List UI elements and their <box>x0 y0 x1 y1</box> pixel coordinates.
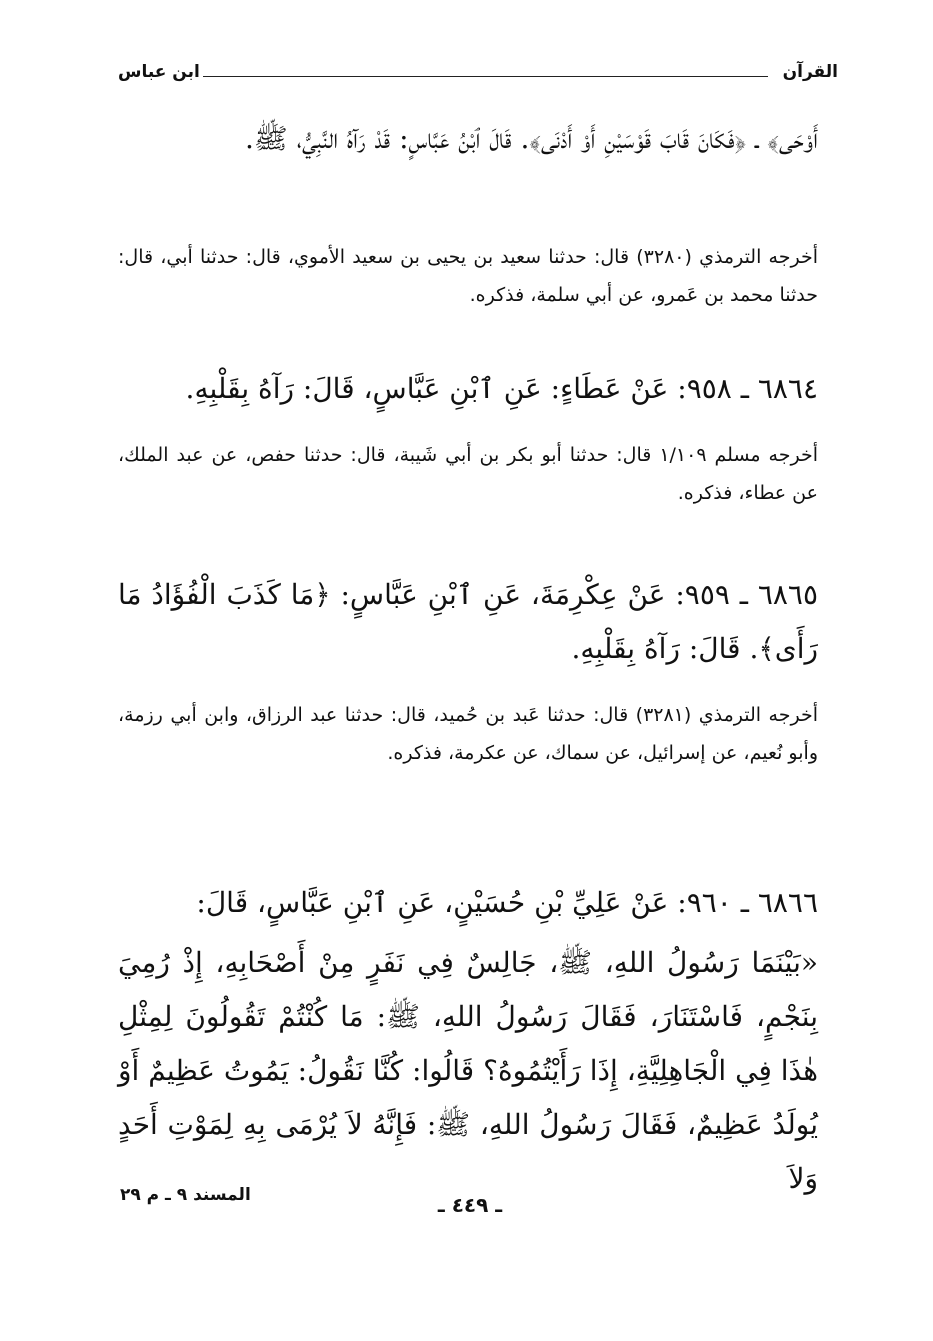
hadith-6865: ٦٨٦٥ ـ ٩٥٩: عَنْ عِكْرِمَةَ، عَنِ ٱبْنِ عَبَّاسٍ: ﴿مَا كَذَبَ الْفُؤَادُ مَا رَأَى﴾. قَالَ: رَآهُ بِقَلْبِهِ. <box>118 578 818 665</box>
page-number: ـ ٤٤٩ ـ <box>437 1193 503 1217</box>
header-narrator: ابن عباس <box>118 62 200 82</box>
hadith-6864: ٦٨٦٤ ـ ٩٥٨: عَنْ عَطَاءٍ: عَنِ ٱبْنِ عَبَّاسٍ، قَالَ: رَآهُ بِقَلْبِهِ. <box>185 372 818 405</box>
takhrij-note: أخرجه مسلم ١/١٠٩ قال: حدثنا أبو بكر بن أبي شَيبة، قال: حدثنا حفص، عن عبد الملك، عن عطاء، فذكره. <box>118 444 818 504</box>
header-chapter: القرآن <box>782 62 838 82</box>
hadith-6866-matn: «بَيْنَمَا رَسُولُ اللهِ، ﷺ، جَالِسٌ فِي نَفَرٍ مِنْ أَصْحَابِهِ، إِذْ رُمِيَ بِنَجْمٍ، فَاسْتَنَارَ، فَقَالَ رَسُولُ اللهِ، ﷺ: مَا كُنْتُمْ تَقُولُونَ لِمِثْلِ هٰذَا فِي الْجَاهِلِيَّةِ، إِذَا رَأَيْتُمُوهُ؟ قَالُوا: كُنَّا نَقُولُ: يَمُوتُ عَظِيمٌ أَوْ يُولَدُ عَظِيمٌ، فَقَالَ رَسُولُ اللهِ، ﷺ: فَإِنَّهُ لاَ يُرْمَى بِهِ لِمَوْتِ أَحَدٍ وَلاَ <box>118 946 818 1195</box>
takhrij-note: أخرجه الترمذي (٣٢٨١) قال: حدثنا عَبد بن حُميد، قال: حدثنا عبد الرزاق، وابن أبي رزمة، وأبو نُعيم، عن إسرائيل، عن سماك، عن عكرمة، فذكره. <box>118 704 818 764</box>
takhrij-note: أخرجه الترمذي (٣٢٨٠) قال: حدثنا سعيد بن يحيى بن سعيد الأموي، قال: حدثنا أبي، قال: حدثنا محمد بن عَمرو، عن أبي سلمة، فذكره. <box>118 246 818 306</box>
header-rule <box>203 76 768 77</box>
running-header <box>118 62 838 90</box>
volume-signature: المسند ٩ ـ م ٢٩ <box>120 1185 251 1205</box>
page-footer <box>100 1185 840 1215</box>
hadith-continuation: أَوْحَى﴾ ـ ﴿فَكَانَ قَابَ قَوْسَيْنِ أَوْ أَدْنَى﴾. قَالَ ٱبْنُ عَبَّاسٍ: قَدْ رَآهُ النَّبِيُّ، ﷺ. <box>244 122 818 155</box>
hadith-6866-isnad: ٦٨٦٦ ـ ٩٦٠: عَنْ عَلِيِّ بْنِ حُسَيْنٍ، عَنِ ٱبْنِ عَبَّاسٍ، قَالَ: <box>196 886 818 919</box>
